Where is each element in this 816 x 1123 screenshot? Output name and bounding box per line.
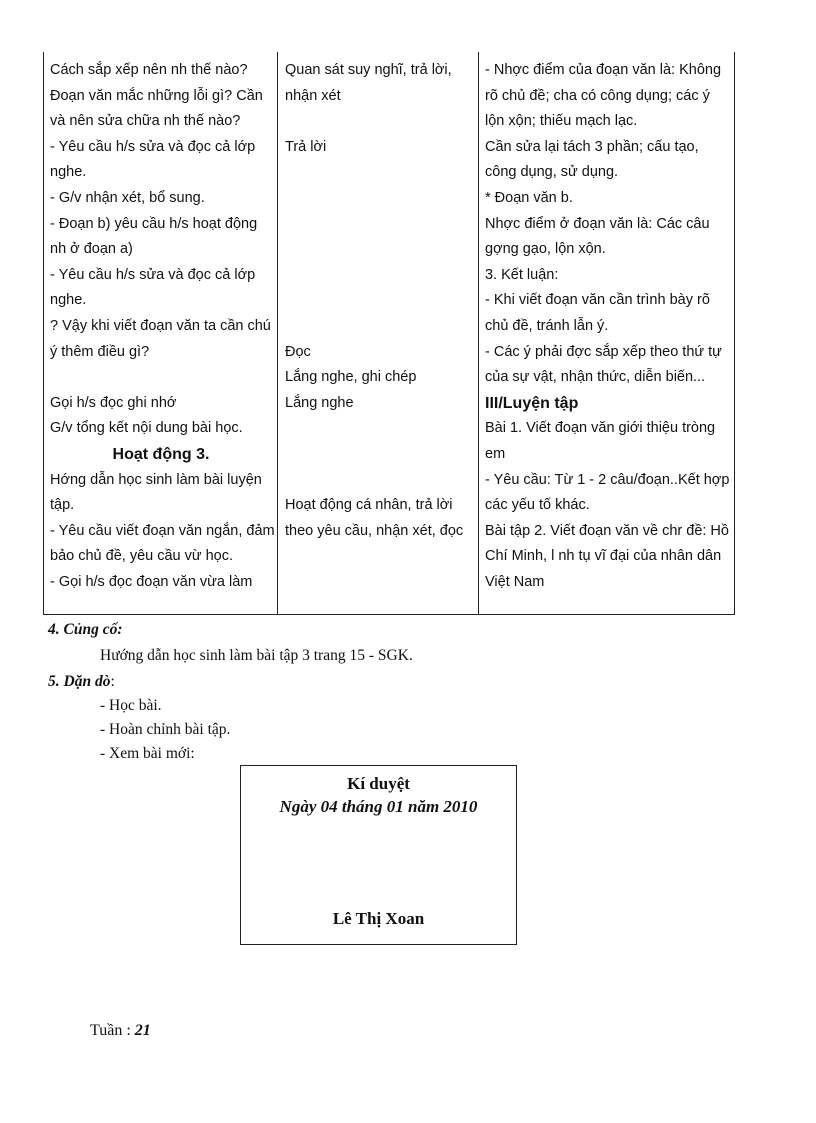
table-cell-line: Chí Minh, l nh tụ vĩ đại của nhân dân — [485, 548, 722, 565]
approval-title: Kí duyệt — [347, 774, 410, 793]
table-cell-line: - Khi viết đoạn văn cần trình bày rõ — [485, 292, 710, 309]
table-cell-line: Hớng dẫn học sinh làm bài luyện — [50, 471, 262, 488]
table-cell-line: - Các ý phải đợc sắp xếp theo thứ tự — [485, 343, 722, 360]
table-cell-line: nhận xét — [285, 87, 341, 104]
homework-item: - Xem bài mới: — [100, 745, 195, 762]
table-cell-line: G/v tổng kết nội dung bài học. — [50, 420, 243, 437]
section-heading: III/Luyện tập — [485, 394, 579, 412]
content-column — [485, 58, 733, 595]
week-label: Tuần : — [90, 1022, 135, 1039]
table-cell-line — [285, 186, 475, 212]
homework-heading-row — [48, 673, 115, 691]
homework-colon: : — [110, 673, 115, 690]
table-cell-line: Quan sát suy nghĩ, trả lời, — [285, 62, 452, 78]
table-cell-line: - Gọi h/s đọc đoạn văn vừa làm — [50, 573, 253, 590]
table-cell-line: - Đoạn b) yêu cầu h/s hoạt động — [50, 215, 258, 232]
teacher-activity-column — [50, 58, 275, 595]
table-cell-line: 3. Kết luận: — [485, 266, 559, 283]
table-cell-line: - Yêu cầu viết đoạn văn ngắn, đảm — [50, 522, 275, 539]
approval-date: Ngày 04 tháng 01 năm 2010 — [279, 797, 478, 816]
table-cell-line — [285, 416, 475, 442]
table-cell-line: các yếu tố khác. — [485, 497, 590, 514]
table-cell-line: ? Vậy khi viết đoạn văn ta cần chú — [50, 317, 271, 334]
table-cell-line: Lắng nghe, ghi chép — [285, 369, 417, 386]
table-cell-line — [50, 365, 272, 391]
table-cell-line — [285, 314, 475, 340]
table-cell-line: Trả lời — [285, 138, 327, 155]
table-cell-line: gợng gạo, lộn xộn. — [485, 241, 606, 258]
table-cell-line: và nên sửa chữa nh thế nào? — [50, 113, 241, 130]
student-activity-column — [285, 58, 475, 544]
table-cell-line — [285, 212, 475, 238]
table-cell-line: Cần sửa lại tách 3 phần; cấu tạo, — [485, 138, 699, 155]
table-cell-line: chủ đề, tránh lẫn ý. — [485, 317, 609, 334]
table-cell-line: Cách sắp xếp nên nh thế nào? — [50, 62, 248, 78]
table-cell-line: theo yêu cầu, nhận xét, đọc — [285, 522, 464, 539]
table-cell-line: Hoạt động cá nhân, trả lời — [285, 497, 453, 514]
table-cell-line: em — [485, 445, 506, 462]
table-cell-line: - Yêu cầu h/s sửa và đọc cả lớp — [50, 138, 256, 155]
table-cell-line: nh ở đoạn a) — [50, 241, 133, 258]
table-cell-line: bảo chủ đề, yêu cầu vừ học. — [50, 548, 234, 565]
approval-box — [240, 765, 517, 945]
table-cell-line: Đọc — [285, 343, 311, 360]
table-cell-line: rõ chủ đề; cha có công dụng; các ý — [485, 87, 710, 104]
table-cell-line — [285, 263, 475, 289]
table-cell-line: Nhợc điểm ở đoạn văn là: Các câu — [485, 215, 710, 232]
homework-item: - Học bài. — [100, 697, 162, 714]
table-cell-line: nghe. — [50, 164, 87, 181]
table-cell-line: của sự vật, nhận thức, diễn biến... — [485, 369, 706, 386]
table-cell-line — [285, 468, 475, 494]
week-line — [90, 1022, 151, 1040]
table-cell-line: lộn xộn; thiếu mạch lạc. — [485, 113, 638, 130]
table-cell-line: nghe. — [50, 292, 87, 309]
approval-signer: Lê Thị Xoan — [332, 909, 425, 928]
table-cell-line: Đoạn văn mắc những lỗi gì? Cần — [50, 87, 263, 104]
homework-heading: 5. Dặn dò — [48, 673, 111, 690]
table-cell-line — [285, 237, 475, 263]
table-cell-line — [285, 160, 475, 186]
table-cell-line: * Đoạn văn b. — [485, 189, 573, 206]
table-cell-line: - Yêu cầu h/s sửa và đọc cả lớp — [50, 266, 256, 283]
table-cell-line — [285, 109, 475, 135]
table-cell-line — [285, 288, 475, 314]
table-cell-line: ý thêm điều gì? — [50, 343, 150, 360]
column-divider — [277, 52, 278, 614]
reinforcement-heading: 4. Củng cố: — [48, 621, 123, 638]
lesson-table — [43, 52, 735, 615]
table-cell-line: Bài 1. Viết đoạn văn giới thiệu tròng — [485, 420, 716, 437]
table-cell-line: Gọi h/s đọc ghi nhớ — [50, 394, 177, 411]
table-cell-line: - Yêu cầu: Từ 1 - 2 câu/đoạn..Kết hợp — [485, 471, 730, 488]
table-cell-line: - Nhợc điểm của đoạn văn là: Không — [485, 62, 722, 78]
table-cell-line: công dụng, sử dụng. — [485, 164, 619, 181]
reinforcement-text: Hướng dẫn học sinh làm bài tập 3 trang 15 - SGK. — [100, 647, 413, 664]
table-cell-line: Việt Nam — [485, 573, 545, 590]
activity-heading: Hoạt động 3. — [112, 445, 210, 463]
table-cell-line: - G/v nhận xét, bổ sung. — [50, 189, 205, 206]
column-divider — [478, 52, 479, 614]
table-cell-line: Lắng nghe — [285, 394, 354, 411]
homework-item: - Hoàn chỉnh bài tập. — [100, 721, 231, 738]
table-cell-line — [285, 442, 475, 468]
table-cell-line: tập. — [50, 497, 75, 514]
table-cell-line: Bài tập 2. Viết đoạn văn về chr đề: Hồ — [485, 522, 729, 539]
week-number: 21 — [134, 1022, 151, 1039]
